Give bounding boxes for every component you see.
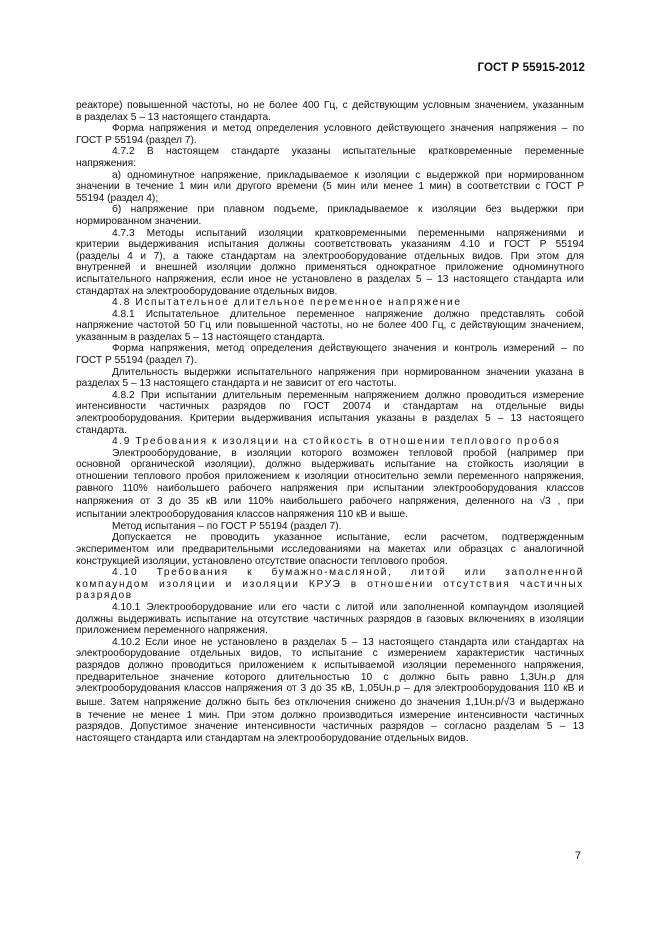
text-line: напряжения от 3 до 35 кВ или 110% наибольшего рабочего напряжения, деленного на √3 , при bbox=[76, 496, 584, 508]
text-line: 4.8.1 Испытательное длительное переменное напряжение должно представлять собой bbox=[112, 308, 584, 320]
text-line: 4.10.2 Если иное не установлено в разделах 5 – 13 настоящего стандарта или стандартах на bbox=[112, 636, 584, 648]
text-line: в течение не менее 1 мин. При этом должно производиться измерение интенсивности частичных bbox=[76, 709, 584, 721]
text-line: критерии выдерживания испытания должны соответствовать указаниям 4.10 и ГОСТ Р 55194 bbox=[76, 239, 584, 251]
text-line: б) напряжение при плавном подъеме, прикладываемое к изоляции без выдержки при bbox=[112, 204, 584, 216]
text-line: Форма напряжения и метод определения условного действующего значения напряжения – по bbox=[112, 123, 584, 135]
text-line: основной органической изоляции), должно выдерживать испытание на стойкость изоляции в bbox=[76, 459, 584, 471]
text-line: 4.8 Испытательное длительное переменное напряжение bbox=[112, 297, 462, 309]
page-number: 7 bbox=[574, 850, 581, 862]
text-line: ГОСТ Р 55194 (раздел 7). bbox=[76, 134, 197, 146]
text-line: Длительность выдержки испытательного напряжения при нормированном значении указана в bbox=[112, 366, 584, 378]
text-line: указанным в разделах 5 – 13 настоящего стандарта. bbox=[76, 331, 326, 343]
text-line: экспериментом или предварительными исследованиями на макетах или образцах с аналогичной bbox=[76, 543, 584, 555]
text-line: 4.9 Требования к изоляции на стойкость в отношении теплового пробоя bbox=[112, 436, 561, 448]
text-line: 4.8.2 При испытании длительным переменным напряжением должно проводиться измерение bbox=[112, 389, 584, 401]
text-line: разрядов. Допустимое значение интенсивности частичных разрядов – согласно разделам 5 – 13 bbox=[76, 721, 584, 733]
text-line: напряжения: bbox=[76, 157, 137, 169]
text-line: выше. Затем напряжение должно быть без отключения снижено до значения 1,1Uн.р/√3 и выдержано bbox=[76, 696, 584, 708]
text-line: электрооборудования классов напряжения от 3 до 35 кВ, 1,05Uн.р – для электрооборудования 110 кВ и bbox=[76, 683, 584, 695]
text-line: должны выдерживать испытание на отсутствие частичных разрядов в газовых включениях в изоляции bbox=[76, 613, 584, 625]
text-line: Электрооборудование, в изоляции которого возможен тепловой пробой (например при bbox=[112, 447, 584, 459]
text-line: электрооборудования. Критерии выдерживания испытания указаны в разделах 5 – 13 настоящего bbox=[76, 413, 584, 425]
text-line: электрооборудование отдельных видов, то испытание с измерением характеристик частичных bbox=[76, 648, 584, 660]
text-line: в разделах 5 – 13 настоящего стандарта. bbox=[76, 111, 271, 123]
text-line: предварительное значение которого длительностью 10 с должно быть равно 1,3Uн.р для bbox=[76, 671, 584, 683]
text-line: интенсивности частичных разрядов по ГОСТ 20074 и стандартам на отдельные виды bbox=[76, 401, 584, 413]
text-line: 4.10 Требования к бумажно-масляной, литой или заполненной bbox=[112, 567, 584, 579]
text-line: разрядов должно проводиться приложением к испытываемой изоляции переменного напряжения, bbox=[76, 659, 584, 671]
text-line: ГОСТ Р 55194 (раздел 7). bbox=[76, 355, 197, 367]
text-line: стандарта. bbox=[76, 424, 128, 436]
text-line: Метод испытания – по ГОСТ Р 55194 (раздел 7). bbox=[112, 520, 342, 532]
text-line: равного 110% наибольшего рабочего напряжения при испытании электрооборудования классов bbox=[76, 482, 584, 494]
text-line: разрядов bbox=[76, 590, 133, 602]
text-line: Допускается не проводить указанное испытание, если расчетом, подтвержденным bbox=[112, 532, 584, 544]
text-line: а) одноминутное напряжение, прикладываемое к изоляции с выдержкой при нормированном bbox=[112, 169, 584, 181]
page-header: ГОСТ Р 55915-2012 bbox=[477, 62, 585, 74]
text-line: приложением переменного напряжения. bbox=[76, 625, 268, 637]
body-text bbox=[76, 100, 584, 744]
text-line: Форма напряжения, метод определения действующего значения и контроль измерений – по bbox=[112, 343, 584, 355]
text-line: 4.7.3 Методы испытаний изоляции кратковременными переменными напряжениями и bbox=[112, 227, 584, 239]
text-line: (разделы 4 и 7), а также стандартам на электрооборудование отдельных видов. При этом для bbox=[76, 250, 584, 262]
text-line: нормированном значении. bbox=[76, 215, 202, 227]
text-line: 55194 (раздел 4); bbox=[76, 192, 159, 204]
text-line: 4.7.2 В настоящем стандарте указаны испытательные кратковременные переменные bbox=[112, 146, 584, 158]
text-line: реакторе) повышенной частоты, но не более 400 Гц, с действующим условным значением, указанным bbox=[76, 100, 584, 111]
text-line: внутренней и внешней изоляции должно применяться однократное приложение одноминутного bbox=[76, 262, 584, 274]
text-line: разделах 5 – 13 настоящего стандарта и не зависит от его частоты. bbox=[76, 378, 397, 390]
text-line: испытании электрооборудования классов напряжения 110 кВ и выше. bbox=[76, 509, 409, 521]
text-line: напряжение частотой 50 Гц или повышенной частоты, но не более 400 Гц, с действующим значением, bbox=[76, 320, 584, 332]
text-line: 4.10.1 Электрооборудование или его части с литой или заполненной компаундом изоляцией bbox=[112, 601, 584, 613]
text-line: отношении теплового пробоя приложением к изоляции относительно земли переменного напряжения, bbox=[76, 471, 584, 482]
text-line: испытательного напряжения, если иное не установлено в разделах 5 – 13 настоящего стандарта или bbox=[76, 273, 584, 285]
text-line: компаундом изоляции и изоляции КРУЭ в отношении отсутствия частичных bbox=[76, 578, 584, 590]
text-line: значении в течение 1 мин или другого времени (5 мин или менее 1 мин) в соответствии с ГОСТ Р bbox=[76, 181, 584, 193]
text-line: настоящего стандарта или стандартам на электрооборудование отдельных видов. bbox=[76, 732, 469, 744]
text-line: конструкцией изоляции, установлено отсутствие опасности теплового пробоя. bbox=[76, 555, 448, 567]
text-line: стандартах на электрооборудование отдельных видов. bbox=[76, 285, 338, 297]
